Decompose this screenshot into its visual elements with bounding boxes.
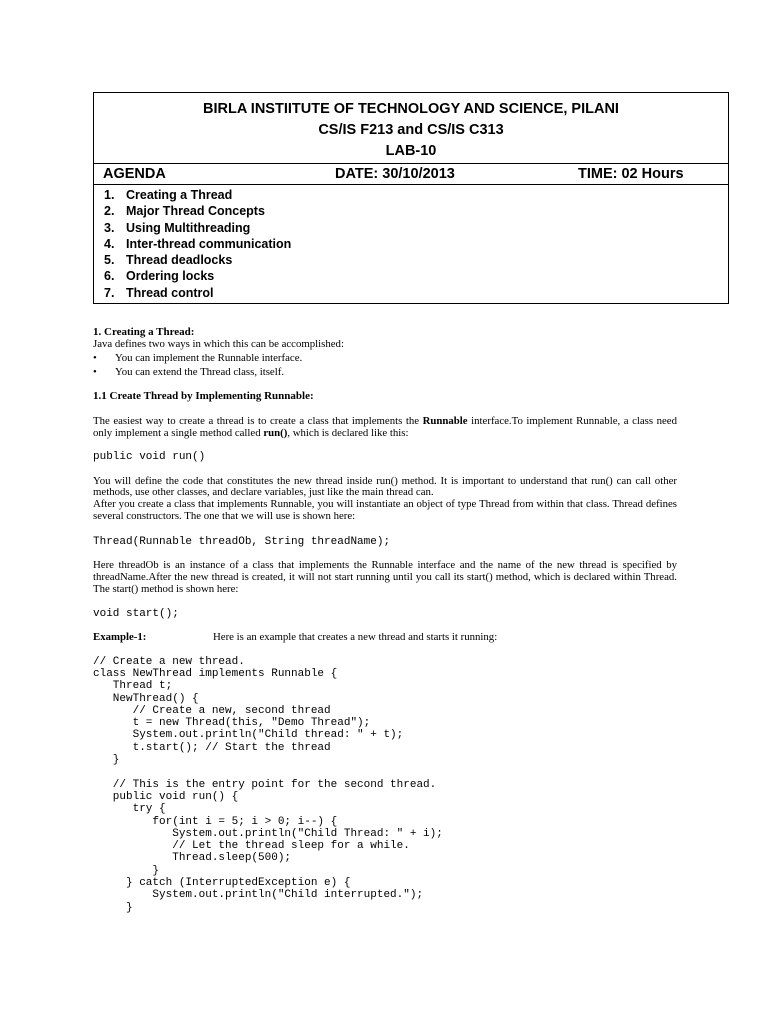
lab-number: LAB-10: [385, 143, 437, 159]
bullet-icon: •: [93, 351, 97, 364]
document-body: [93, 326, 677, 914]
agenda-label: AGENDA: [103, 166, 166, 182]
date-label: DATE: 30/10/2013: [335, 166, 455, 182]
paragraph: The easiest way to create a thread is to create a class that implements the Runnable interface.To implement Runnable, a class need only implement a single method called run(), which is declared like this:: [93, 414, 678, 439]
section-heading: 1. Creating a Thread:: [93, 326, 195, 338]
example-label: Example-1:: [93, 630, 147, 643]
section-heading: 1.1 Create Thread by Implementing Runnable:: [93, 389, 314, 402]
institute-title: BIRLA INSTIITUTE OF TECHNOLOGY AND SCIENCE, PILANI: [203, 101, 619, 117]
bullet-item: • You can extend the Thread class, itself.: [93, 365, 285, 378]
code-snippet: void start();: [93, 607, 179, 620]
agenda-item: 7. Thread control: [104, 285, 214, 300]
lab-header-box: [93, 92, 729, 304]
bullet-icon: •: [93, 365, 97, 378]
time-label: TIME: 02 Hours: [578, 166, 684, 182]
paragraph: Here threadOb is an instance of a class that implements the Runnable interface and the name of the new thread is specified by threadName.After the new thread is created, it will not start running until you call its start() method, which is declared within Thread. The start() method is shown here:: [93, 559, 677, 595]
agenda-item: 3. Using Multithreading: [104, 220, 251, 235]
paragraph: After you create a class that implements Runnable, you will instantiate an object of type Thread from within that class. Thread defines several constructors. The one that we will use is shown here:: [93, 498, 677, 523]
code-example: // Create a new thread. class NewThread implements Runnable { Thread t; NewThread() { // Create a new, second thread t = new Thread(this, "Demo Thread"); System.out.println("Child thread: " + t); t.start(); // Start the thread } // This is the entry point for the second thread. public void run() { try { for(int i = 5; i > 0; i--) { System.out.println("Child Thread: " + i); // Let the thread sleep for a while. Thread.sleep(500); } } catch (InterruptedException e) { System.out.println("Child interrupted."); }: [93, 655, 443, 914]
course-code: CS/IS F213 and CS/IS C313: [318, 122, 504, 138]
agenda-item: 6. Ordering locks: [104, 269, 215, 284]
agenda-row: [94, 163, 728, 185]
bullet-item: • You can implement the Runnable interface.: [93, 351, 303, 364]
paragraph: You will define the code that constitutes the new thread inside run() method. It is important to understand that run() can call other methods, use other classes, and declare variables, just like the main thread can.: [93, 474, 677, 499]
agenda-list: [104, 187, 291, 301]
code-snippet: public void run(): [93, 451, 206, 464]
example-caption: [93, 632, 677, 644]
agenda-item: 2. Major Thread Concepts: [104, 204, 265, 219]
example-description: Here is an example that creates a new thread and starts it running:: [213, 630, 498, 643]
agenda-item: 1. Creating a Thread: [104, 188, 233, 202]
paragraph: Java defines two ways in which this can be accomplished:: [93, 338, 344, 350]
agenda-item: 5. Thread deadlocks: [104, 253, 233, 268]
code-snippet: Thread(Runnable threadOb, String threadName);: [93, 535, 391, 548]
bullet-list: [93, 351, 677, 379]
agenda-item: 4. Inter-thread communication: [104, 236, 292, 251]
